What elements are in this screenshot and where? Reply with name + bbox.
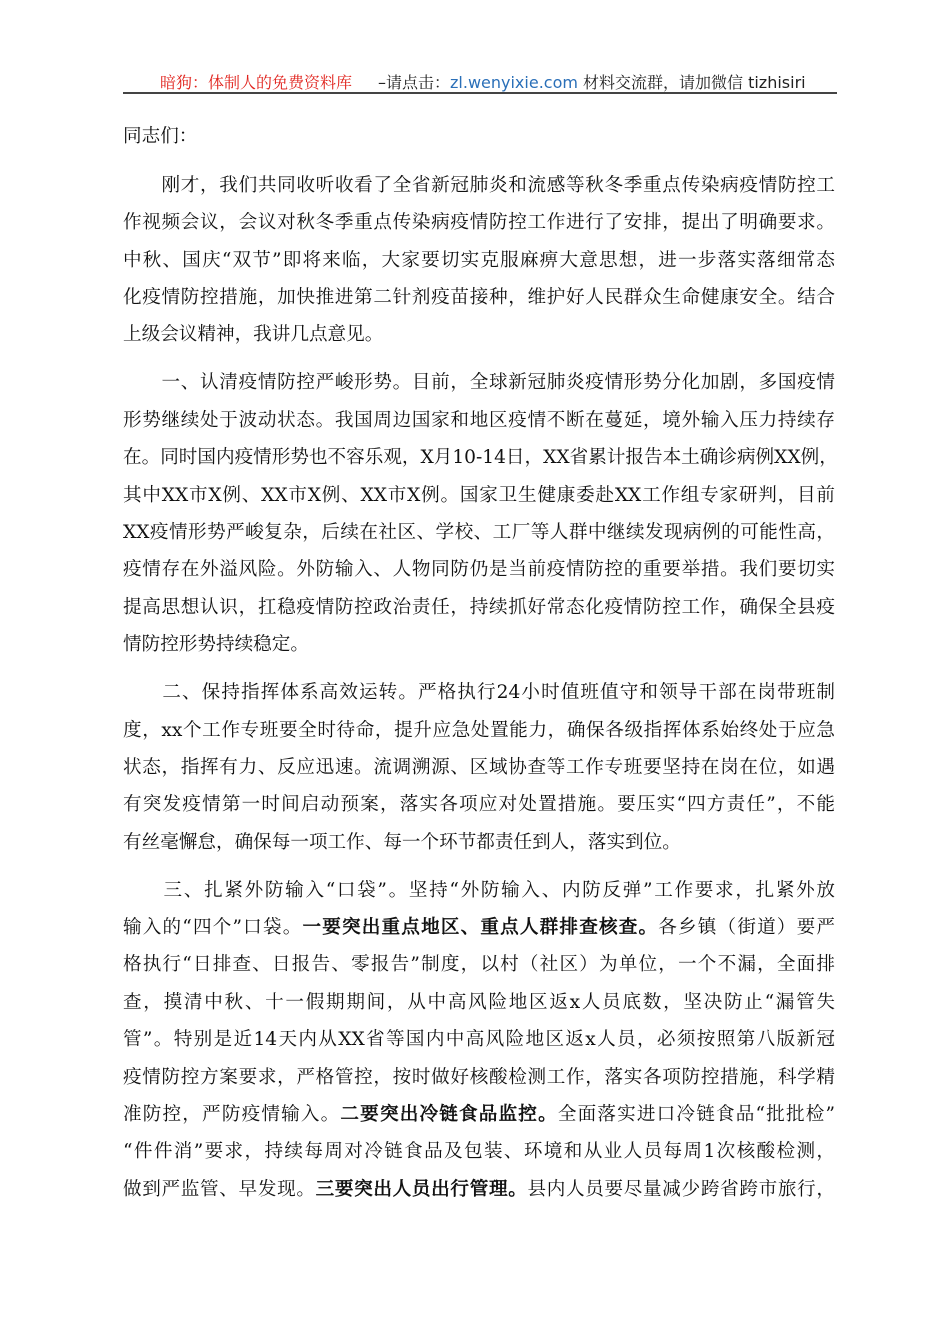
text-line (123, 749, 835, 786)
text-line (123, 824, 835, 861)
text-segment: 管”。特别是近14天内从XX省等国内中高风险地区返x人员，必须按照第八版新冠 (123, 1029, 835, 1051)
document-body (123, 118, 838, 1219)
bold-heading-text: 一要突出重点地区、重点人群排查核查。 (302, 917, 659, 939)
site-url-link[interactable]: zl.wenyixie.com (450, 73, 578, 92)
text-segment: 准防控，严防疫情输入。 (123, 1104, 341, 1126)
text-line (123, 1059, 835, 1096)
text-segment: 中秋、国庆“双节”即将来临，大家要切实克服麻痹大意思想，进一步落实落细常态 (123, 249, 835, 271)
page-header (123, 68, 837, 92)
text-segment: 有突发疫情第一时间启动预案，落实各项应对处置措施。要压实“四方责任”，不能 (123, 794, 835, 816)
text-segment: 格执行“日排查、日报告、零报告”制度，以村（社区）为单位，一个不漏，全面排 (123, 954, 835, 976)
text-segment: 上级会议精神，我讲几点意见。 (123, 324, 384, 346)
text-line (123, 786, 835, 823)
text-line (123, 242, 835, 279)
bold-heading-text: 二要突出冷链食品监控。 (340, 1104, 558, 1126)
text-segment: 状态，指挥有力、反应迅速。流调溯源、区域协查等工作专班要坚持在岗在位，如遇 (123, 756, 835, 778)
text-line (123, 589, 835, 626)
text-line (123, 946, 835, 983)
text-line (123, 477, 835, 514)
header-rule (123, 92, 837, 94)
text-segment: 有丝毫懈怠，确保每一项工作、每一个环节都责任到人，落实到位。 (123, 831, 681, 853)
text-segment: 情防控形势持续稳定。 (123, 634, 309, 656)
text-segment: 在。同时国内疫情形势也不容乐观，X月10-14日，XX省累计报告本土确诊病例XX例， (123, 447, 838, 469)
paragraph (123, 872, 835, 1209)
text-segment: XX疫情形势严峻复杂，后续在社区、学校、工厂等人群中继续发现病例的可能性高， (123, 522, 835, 543)
text-segment: 一、认清疫情防控严峻形势。目前，全球新冠肺炎疫情形势分化加剧，多国疫情 (123, 372, 835, 394)
text-line (123, 872, 835, 909)
text-line (123, 674, 835, 711)
paragraph (123, 674, 835, 861)
text-segment: 各乡镇（街道）要严 (658, 917, 835, 939)
text-line (123, 402, 835, 439)
text-segment: 化疫情防控措施，加快推进第二针剂疫苗接种，维护好人民群众生命健康安全。结合 (123, 287, 835, 309)
text-segment: 刚才，我们共同收听收看了全省新冠肺炎和流感等秋冬季重点传染病疫情防控工 (123, 174, 835, 196)
text-segment: 输入的“四个”口袋。 (123, 917, 303, 939)
bold-heading-text: 三要突出人员出行管理。 (315, 1178, 528, 1200)
paragraph (123, 167, 835, 354)
text-line (123, 167, 835, 204)
text-segment: 度，xx个工作专班要全时待命，提升应急处置能力，确保各级指挥体系始终处于应急 (123, 719, 835, 741)
text-segment: “件件消”要求，持续每周对冷链食品及包装、环境和从业人员每周1次核酸检测， (123, 1141, 835, 1163)
text-line (123, 1171, 835, 1208)
text-line (123, 316, 835, 353)
salutation: 同志们： (123, 126, 198, 147)
click-prompt: –请点击： (378, 73, 451, 92)
text-segment: 其中XX市X例、XX市X例、XX市X例。国家卫生健康委赴XX工作组专家研判，目前 (123, 484, 835, 506)
text-line (123, 626, 835, 663)
text-line (123, 1021, 835, 1058)
text-line (123, 909, 835, 946)
text-segment: 形势继续处于波动状态。我国周边国家和地区疫情不断在蔓延，境外输入压力持续存 (123, 409, 835, 431)
paragraph (123, 364, 838, 663)
text-segment: 三、扎紧外防输入“口袋”。坚持“外防输入、内防反弹”工作要求，扎紧外放 (123, 879, 835, 901)
text-line (123, 364, 835, 401)
wechat-note: 材料交流群，请加微信 tizhisiri (583, 73, 806, 92)
text-segment: 作视频会议，会议对秋冬季重点传染病疫情防控工作进行了安排，提出了明确要求。 (123, 212, 835, 234)
text-line (123, 984, 835, 1021)
text-segment: 做到严监管、早发现。 (123, 1178, 316, 1200)
text-segment: 全面落实进口冷链食品“批批检” (557, 1104, 835, 1126)
text-line (123, 1133, 835, 1170)
text-segment: 提高思想认识，扛稳疫情防控政治责任，持续抓好常态化疫情防控工作，确保全县疫 (123, 596, 835, 618)
text-line (123, 1096, 835, 1133)
text-line (123, 439, 838, 476)
text-segment: 查，摸清中秋、十一假期期间，从中高风险地区返x人员底数，坚决防止“漏管失 (123, 991, 835, 1013)
site-name: 暗狗：体制人的免费资料库 (160, 73, 353, 92)
header-link-group (378, 70, 578, 93)
text-segment: 二、保持指挥体系高效运转。严格执行24小时值班值守和领导干部在岗带班制 (123, 682, 835, 704)
text-line (123, 551, 835, 588)
text-segment: 县内人员要尽量减少跨省跨市旅行， (527, 1178, 835, 1200)
text-line (123, 204, 835, 241)
text-segment: 疫情防控方案要求，严格管控，按时做好核酸检测工作，落实各项防控措施，科学精 (123, 1066, 835, 1088)
text-line (123, 514, 835, 551)
text-segment: 疫情存在外溢风险。外防输入、人物同防仍是当前疫情防控的重要举措。我们要切实 (123, 559, 835, 581)
text-line (123, 712, 835, 749)
text-line (123, 279, 835, 316)
